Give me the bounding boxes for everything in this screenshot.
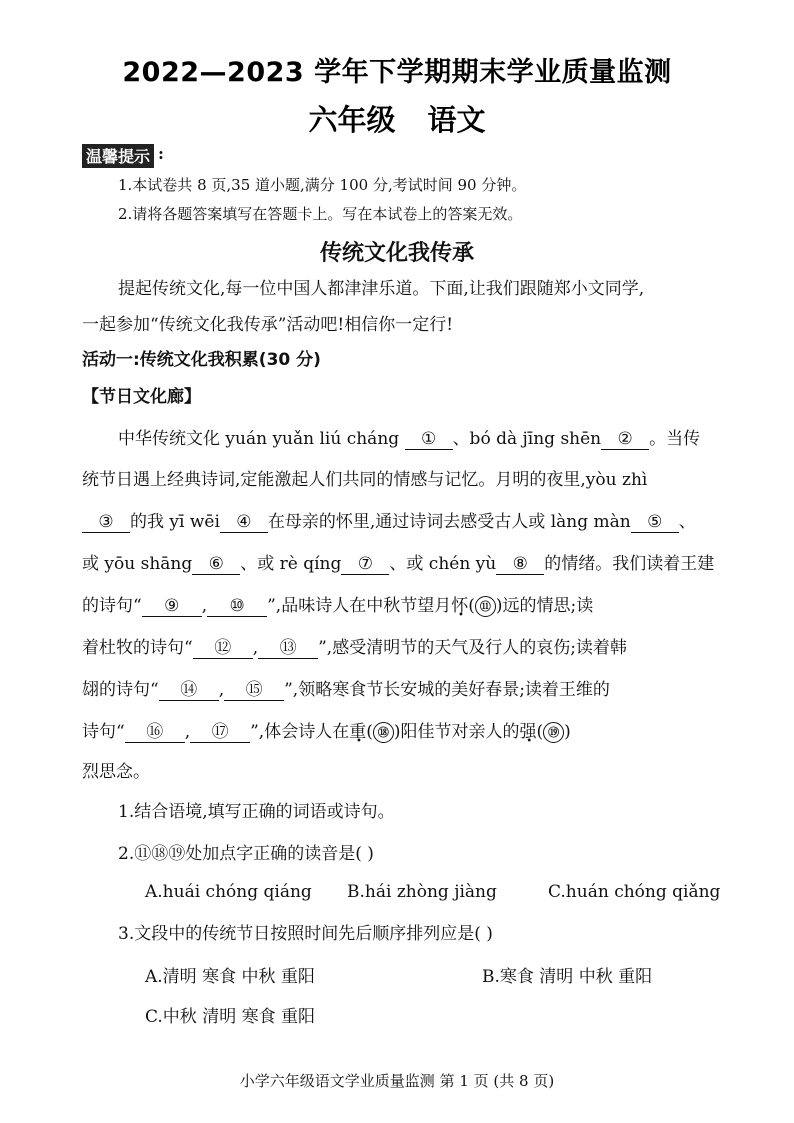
q2-option-c: C.huán chóng qiǎng <box>548 882 721 902</box>
dotted-char-huai: 怀 <box>451 596 469 616</box>
blank-7: ⑦ <box>341 554 389 575</box>
blank-19: ⑲ <box>543 722 564 743</box>
dotted-char-zhong: 重 <box>349 722 367 742</box>
tips-label: 温馨提示 <box>82 144 154 168</box>
question-3: 3.文段中的传统节日按照时间先后顺序排列应是( ) <box>118 924 493 944</box>
blank-16: ⑯ <box>125 722 185 743</box>
blank-4: ④ <box>220 512 268 533</box>
blank-10: ⑩ <box>207 596 267 617</box>
passage-line-1: 中华传统文化 yuán yuǎn liú cháng ① 、bó dà jīng shēn ② 。当传 <box>118 429 701 449</box>
exam-title: 2022—2023 学年下学期期末学业质量监测 <box>122 57 672 88</box>
blank-3: ③ <box>82 512 130 533</box>
exam-subtitle <box>0 98 794 139</box>
grade-label: 六年级 <box>308 103 396 137</box>
passage-line-4: 或 yōu shāng ⑥ 、或 rè qíng ⑦ 、或 chén yù ⑧ 的情绪。我们读着王建 <box>82 554 715 574</box>
activity-heading: 活动一:传统文化我积累(30 分) <box>82 350 321 370</box>
blank-11: ⑪ <box>475 596 496 617</box>
blank-9: ⑨ <box>142 596 202 617</box>
blank-17: ⑰ <box>190 722 250 743</box>
blank-8: ⑧ <box>496 554 544 575</box>
blank-12: ⑫ <box>193 638 253 659</box>
dotted-char-qiang: 强 <box>519 722 537 742</box>
passage-line-5: 的诗句“ ⑨ , ⑩ ”,品味诗人在中秋节望月怀( ⑪ )远的情思;读 <box>82 596 594 616</box>
blank-2: ② <box>601 429 649 450</box>
passage-line-7: 翃的诗句“ ⑭ , ⑮ ”,领略寒食节长安城的美好春景;读着王维的 <box>82 680 610 700</box>
tip-item-1: 1.本试卷共 8 页,35 道小题,满分 100 分,考试时间 90 分钟。 <box>118 176 527 194</box>
q3-option-a: A.清明 寒食 中秋 重阳 <box>145 967 315 987</box>
intro-line-1: 提起传统文化,每一位中国人都津津乐道。下面,让我们跟随郑小文同学, <box>118 279 645 299</box>
q2-option-a: A.huái chóng qiáng <box>145 882 312 902</box>
blank-14: ⑭ <box>159 680 219 701</box>
intro-line-2: 一起参加“传统文化我传承”活动吧!相信你一定行! <box>82 315 454 335</box>
subsection-heading: 【节日文化廊】 <box>82 387 201 407</box>
blank-1: ① <box>405 429 453 450</box>
page-footer: 小学六年级语文学业质量监测 第 1 页 (共 8 页) <box>239 1072 555 1090</box>
question-1: 1.结合语境,填写正确的词语或诗句。 <box>118 802 395 822</box>
blank-6: ⑥ <box>192 554 240 575</box>
passage-line-9: 烈思念。 <box>82 762 150 782</box>
blank-18: ⑱ <box>373 722 394 743</box>
passage-line-6: 着杜牧的诗句“ ⑫ , ⑬ ”,感受清明节的天气及行人的哀伤;读着韩 <box>82 638 627 658</box>
passage-line-3: ③ 的我 yī wēi ④ 在母亲的怀里,通过诗词去感受古人或 làng màn ⑤ 、 <box>82 510 762 534</box>
passage-line-2: 统节日遇上经典诗词,定能激起人们共同的情感与记忆。月明的夜里,yòu zhì <box>82 470 648 490</box>
blank-15: ⑮ <box>224 680 284 701</box>
question-2: 2.⑪⑱⑲处加点字正确的读音是( ) <box>118 844 374 864</box>
q2-option-b: B.hái zhòng jiàng <box>347 882 497 902</box>
q3-option-c: C.中秋 清明 寒食 重阳 <box>145 1007 316 1027</box>
tips-colon: : <box>158 144 164 163</box>
blank-5: ⑤ <box>631 512 679 533</box>
subject-label: 语文 <box>427 103 486 137</box>
q3-option-b: B.寒食 清明 中秋 重阳 <box>482 967 653 987</box>
passage-line-8: 诗句“ ⑯ , ⑰ ”,体会诗人在重( ⑱ )阳佳节对亲人的强( ⑲ ) <box>82 722 571 742</box>
section-title: 传统文化我传承 <box>319 241 474 266</box>
tip-item-2: 2.请将各题答案填写在答题卡上。写在本试卷上的答案无效。 <box>118 205 523 223</box>
blank-13: ⑬ <box>258 638 318 659</box>
